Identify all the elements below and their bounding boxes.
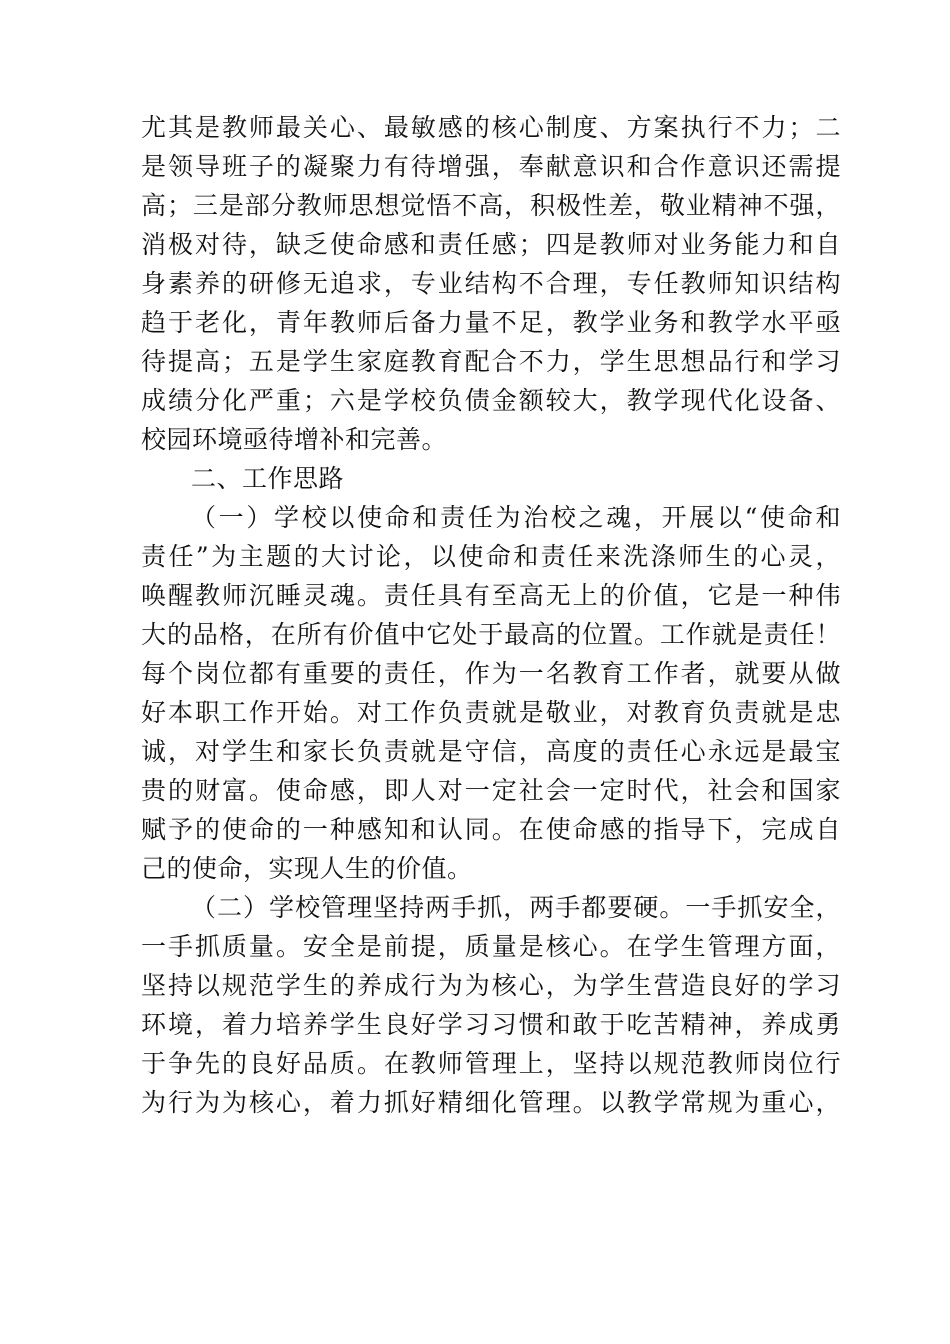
text-line: 每个岗位都有重要的责任，作为一名教育工作者，就要从做: [141, 659, 841, 688]
text-line: （二）学校管理坚持两手抓，两手都要硬。一手抓安全，: [191, 893, 841, 922]
text-line: 消极对待，缺乏使命感和责任感；四是教师对业务能力和自: [141, 230, 841, 259]
paragraph-mission-responsibility: [141, 498, 841, 888]
document-body: [141, 108, 841, 1122]
text-line: 成绩分化严重；六是学校负债金额较大，教学现代化设备、: [141, 386, 841, 415]
text-line: 趋于老化，青年教师后备力量不足，教学业务和教学水平亟: [141, 308, 841, 337]
text-line: 坚持以规范学生的养成行为为核心，为学生营造良好的学习: [141, 971, 841, 1000]
text-line: 身素养的研修无追求，专业结构不合理，专任教师知识结构: [141, 269, 841, 298]
text-line: 赋予的使命的一种感知和认同。在使命感的指导下，完成自: [141, 815, 841, 844]
text-line: 一手抓质量。安全是前提，质量是核心。在学生管理方面，: [141, 932, 841, 961]
text-line: 待提高；五是学生家庭教育配合不力，学生思想品行和学习: [141, 347, 841, 376]
text-line: 于争先的良好品质。在教师管理上，坚持以规范教师岗位行: [141, 1049, 841, 1078]
text-line: 己的使命，实现人生的价值。: [141, 854, 473, 883]
paragraph-problems: [141, 108, 841, 459]
text-line: 大的品格，在所有价值中它处于最高的位置。工作就是责任！: [141, 620, 841, 649]
text-line: 高；三是部分教师思想觉悟不高，积极性差，敬业精神不强，: [141, 191, 841, 220]
text-line: 尤其是教师最关心、最敏感的核心制度、方案执行不力；二: [141, 113, 841, 142]
text-line: （一）学校以使命和责任为治校之魂，开展以“使命和: [191, 503, 841, 532]
text-line: 为行为为核心，着力抓好精细化管理。以教学常规为重心，: [141, 1088, 841, 1117]
text-line: 环境，着力培养学生良好学习习惯和敢于吃苦精神，养成勇: [141, 1010, 841, 1039]
text-line: 好本职工作开始。对工作负责就是敬业，对教育负责就是忠: [141, 698, 841, 727]
text-line: 校园环境亟待增补和完善。: [141, 425, 448, 454]
section-heading: 二、工作思路: [191, 464, 345, 493]
text-line: 是领导班子的凝聚力有待增强，奉献意识和合作意识还需提: [141, 152, 841, 181]
text-line: 责任”为主题的大讨论，以使命和责任来洗涤师生的心灵，: [141, 542, 841, 571]
paragraph-management: [141, 888, 841, 1122]
text-line: 诚，对学生和家长负责就是守信，高度的责任心永远是最宝: [141, 737, 841, 766]
text-line: 贵的财富。使命感，即人对一定社会一定时代，社会和国家: [141, 776, 841, 805]
text-line: 唤醒教师沉睡灵魂。责任具有至高无上的价值，它是一种伟: [141, 581, 841, 610]
